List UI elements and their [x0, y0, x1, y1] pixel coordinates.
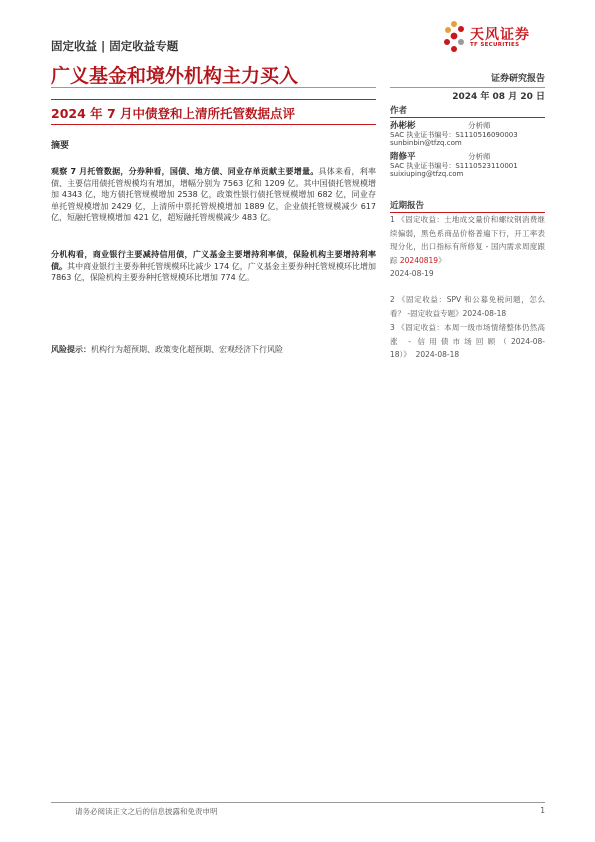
analyst-card: [390, 122, 545, 148]
risk-text: 机构行为超预期、政策变化超预期、宏观经济下行风险: [91, 345, 283, 354]
summary-paragraph: [51, 249, 376, 284]
paragraph-body: 具体来看，利率债、主要信用债托管规模均有增加，增幅分别为 7563 亿和 1209 亿。其中国债托管规模增加 4343 亿，地方债托管规模增加 2538 亿，政策性银行债托管规模增加 682 亿，同业存单托管规模增加 2429 亿，上清所中票托管规模增加 1889 亿，企业债托管规模减少 617 亿，短融托管规模增加 421 亿，超短融托管规模减少 483 亿。: [51, 167, 377, 223]
risk-label: 风险提示：: [51, 345, 91, 354]
company-logo: [442, 20, 550, 56]
analyst-email[interactable]: sunbinbin@tfzq.com: [390, 139, 462, 148]
divider: [390, 87, 545, 88]
report-subtitle: 2024 年 7 月中债登和上清所托管数据点评: [51, 106, 296, 121]
analyst-title: 分析师: [468, 152, 491, 161]
analyst-sac: SAC 执业证书编号：S1110523110001: [390, 161, 518, 170]
divider: [51, 99, 376, 100]
recent-report-item[interactable]: [390, 213, 545, 281]
abstract-heading: 摘要: [51, 141, 70, 151]
footer-divider: [51, 802, 545, 803]
analyst-email[interactable]: suixiuping@tfzq.com: [390, 170, 464, 179]
report-type: 证券研究报告: [490, 74, 545, 84]
recent-report-date: 2024-08-18: [462, 308, 507, 318]
analyst-sac: SAC 执业证书编号：S1110516090003: [390, 130, 518, 139]
risk-warning: [51, 344, 376, 355]
paragraph-lead: 分机构看，商业银行主要减持信用债，广义基金主要增持利率债，保险机构主要增持利率债。: [51, 250, 376, 271]
recent-report-emphasis: 20240819: [399, 255, 439, 265]
recent-report-text: 1 《固定收益：土地成交量价和螺纹钢消费继续偏弱，黑色系商品价格普遍下行，开工率表现分化，出口指标有所修复 - 国内需求周度跟踪: [390, 215, 545, 265]
report-title: 广义基金和境外机构主力买入: [51, 65, 299, 87]
report-category: 固定收益 | 固定收益专题: [51, 39, 179, 53]
recent-report-item[interactable]: [390, 321, 545, 362]
logo-mark-icon: [442, 20, 468, 54]
logo-name-cn: 天风证券: [470, 27, 530, 43]
summary-paragraph: [51, 166, 376, 224]
recent-report-date: 2024-08-18: [415, 350, 460, 360]
logo-name-en: TF SECURITIES: [470, 42, 520, 48]
divider: [390, 117, 545, 118]
recent-report-text: 3 《固定收益：本周一级市场情绪整体仍然高涨 - 信用债市场回顾（2024-08-18）》: [390, 323, 545, 360]
authors-heading: 作者: [390, 106, 408, 116]
recent-report-text: 2 《固定收益：SPV 和公募免税问题，怎么看？ -固定收益专题》: [390, 295, 545, 318]
analyst-name: 孙彬彬: [390, 121, 416, 131]
recent-report-date: 2024-08-19: [390, 269, 434, 279]
analyst-title: 分析师: [468, 121, 491, 130]
paragraph-body: 其中商业银行主要券种托管规模环比减少 174 亿，广义基金主要券种托管规模环比增加 7863 亿，保险机构主要券种托管规模环比增加 774 亿。: [51, 261, 377, 283]
analyst-card: [390, 153, 545, 179]
report-date: 2024 年 08 月 20 日: [452, 92, 545, 102]
recent-reports-heading: 近期报告: [390, 201, 425, 211]
divider: [51, 124, 376, 125]
page-number: 1: [540, 806, 545, 815]
paragraph-lead: 观察 7 月托管数据，分券种看，国债、地方债、同业存单贡献主要增量。: [51, 167, 319, 176]
analyst-name: 隋修平: [390, 152, 416, 162]
recent-report-tail: 》: [438, 255, 446, 265]
recent-report-item[interactable]: [390, 293, 545, 320]
footer-disclaimer: 请务必阅读正文之后的信息披露和免责申明: [75, 807, 218, 816]
divider: [51, 87, 376, 88]
